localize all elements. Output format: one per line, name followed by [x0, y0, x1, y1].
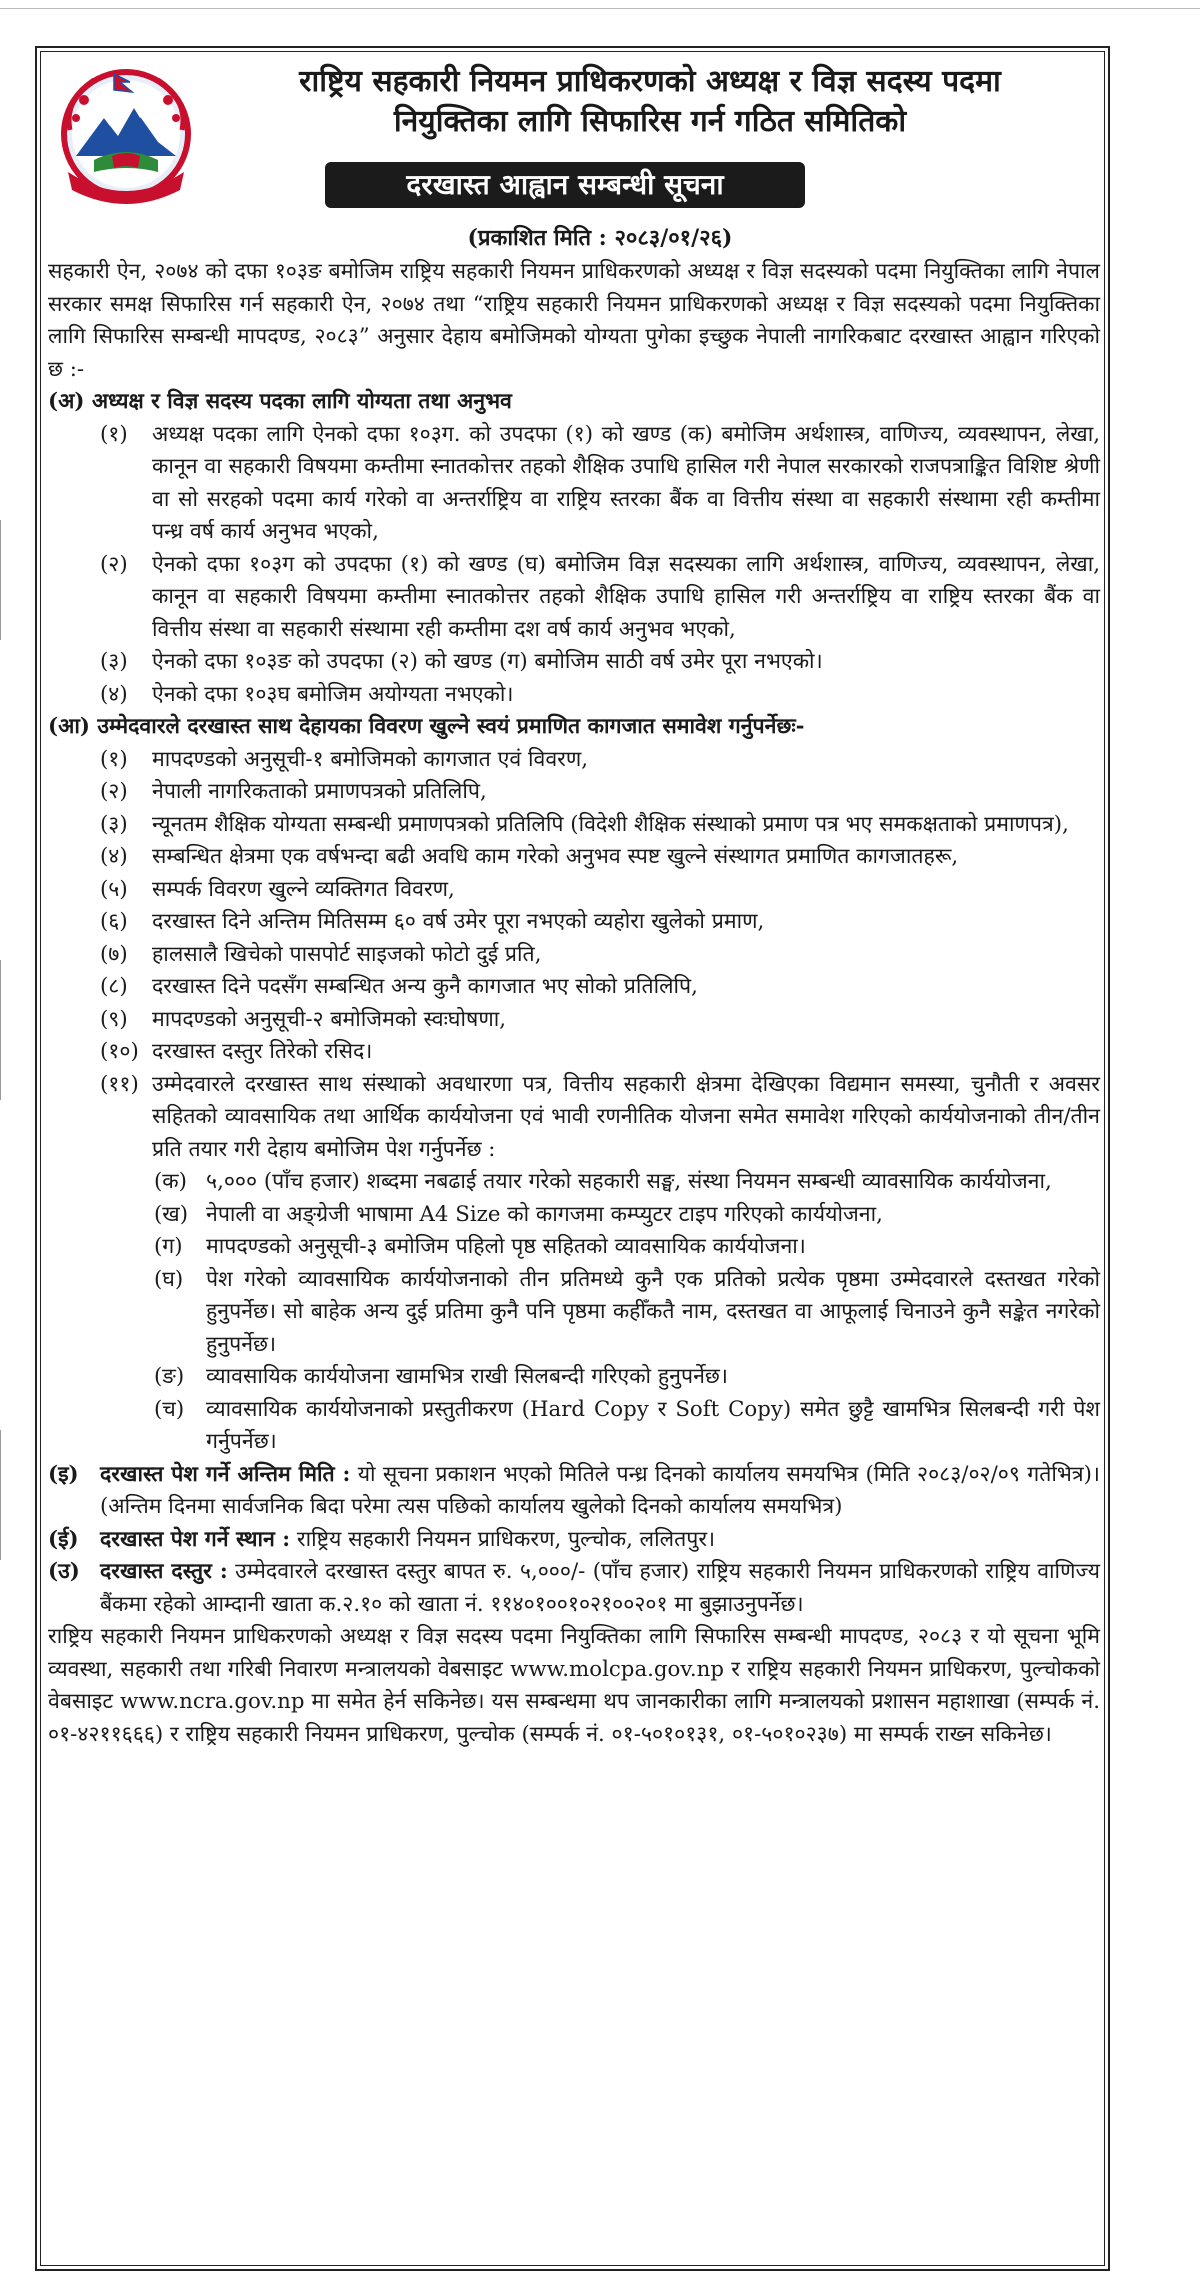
section-ii — [48, 1524, 1100, 1557]
item-number: (ग) — [154, 1234, 183, 1259]
section-aa-sublist — [48, 1166, 1100, 1459]
list-item — [48, 809, 1100, 842]
item-text: दरखास्त दिने पदसँग सम्बन्धित अन्य कुनै कागजात भए सोको प्रतिलिपि, — [152, 974, 698, 999]
item-number: (८) — [100, 974, 128, 999]
item-text: मापदण्डको अनुसूची-३ बमोजिम पहिलो पृष्ठ सहितको व्यावसायिक कार्ययोजना। — [206, 1234, 806, 1259]
list-item — [48, 841, 1100, 874]
section-i-text: यो सूचना प्रकाशन भएको मितिले पन्ध्र दिनको कार्यालय समयभित्र (मिति २०८३/०२/०९ गतेभित्र)। (अन्तिम दिनमा सार्वजनिक बिदा परेमा त्यस पछिको कार्यालय खुलेको दिनको कार्यालय समयभित्र) — [100, 1461, 1100, 1519]
item-text: नेपाली वा अङ्ग्रेजी भाषामा A4 Size को कागजमा कम्प्युटर टाइप गरिएको कार्ययोजना, — [206, 1201, 883, 1227]
item-text: अध्यक्ष पदका लागि ऐनको दफा १०३ग. को उपदफा (१) को खण्ड (क) बमोजिम अर्थशास्त्र, वाणिज्य, व्यवस्थापन, लेखा, कानून वा सहकारी विषयमा कम्तीमा स्नातकोत्तर तहको शैक्षिक उपाधि हासिल गरी नेपाल सरकारको राजपत्राङ्कित विशिष्ट श्रेणी वा सो सरहको पदमा कार्य गरेको वा अन्तर्राष्ट्रिय वा राष्ट्रिय स्तरका बैंक वा वित्तीय संस्था वा सहकारी संस्थामा रही कम्तीमा पन्ध्र वर्ष कार्य अनुभव भएको, — [152, 421, 1100, 544]
list-item — [48, 1231, 1100, 1264]
item-text: दरखास्त दस्तुर तिरेको रसिद। — [152, 1039, 373, 1064]
list-item — [48, 679, 1100, 712]
section-ii-text: राष्ट्रिय सहकारी नियमन प्राधिकरण, पुल्चोक, ललितपुर। — [290, 1526, 716, 1552]
section-u-label: दरखास्त दस्तुर : — [100, 1559, 228, 1584]
item-number: (च) — [154, 1396, 185, 1422]
item-number: (१०) — [100, 1039, 139, 1064]
item-number: (घ) — [154, 1266, 184, 1292]
list-item — [48, 939, 1100, 972]
list-item — [48, 1166, 1100, 1199]
item-text: ऐनको दफा १०३घ बमोजिम अयोग्यता नभएको। — [152, 681, 514, 707]
section-i — [48, 1459, 1100, 1524]
item-number: (१) — [100, 746, 128, 772]
section-u-text: उम्मेदवारले दरखास्त दस्तुर बापत रु. ५,०००/- (पाँच हजार) राष्ट्रिय सहकारी नियमन प्राधिकरणको राष्ट्रिय वाणिज्य बैंकमा रहेको आम्दानी खाता क.२.१० को खाता नं. ११४०१००१०२१००२०१ मा बुझाउनुपर्नेछ। — [100, 1559, 1100, 1617]
item-text: हालसालै खिचेको पासपोर्ट साइजको फोटो दुई प्रति, — [152, 941, 542, 967]
item-text: मापदण्डको अनुसूची-१ बमोजिमको कागजात एवं विवरण, — [152, 746, 589, 772]
item-text: दरखास्त दिने अन्तिम मितिसम्म ६० वर्ष उमेर पूरा नभएको व्यहोरा खुलेको प्रमाण, — [152, 909, 765, 934]
section-aa-heading: (आ) उम्मेदवारले दरखास्त साथ देहायका विवरण खुल्ने स्वयं प्रमाणित कागजात समावेश गर्नुपर्नेछः- — [48, 714, 805, 739]
item-number: (४) — [100, 844, 128, 869]
list-item — [48, 1264, 1100, 1362]
item-text: सम्बन्धित क्षेत्रमा एक वर्षभन्दा बढी अवधि काम गरेको अनुभव स्पष्ट खुल्ने संस्थागत प्रमाणित कागजातहरू, — [152, 844, 959, 869]
title-line-1: राष्ट्रिय सहकारी नियमन प्राधिकरणको अध्यक्ष र विज्ञ सदस्य पदमा — [299, 64, 1001, 99]
section-a-list — [48, 419, 1100, 712]
list-item — [48, 744, 1100, 777]
list-item — [48, 874, 1100, 907]
item-number: (३) — [100, 649, 128, 674]
item-text: ऐनको दफा १०३ङ को उपदफा (२) को खण्ड (ग) बमोजिम साठी वर्ष उमेर पूरा नभएको। — [152, 649, 823, 674]
top-edge — [0, 0, 1200, 9]
notice-banner: दरखास्त आह्वान सम्बन्धी सूचना — [325, 162, 805, 208]
section-a-heading: (अ) अध्यक्ष र विज्ञ सदस्य पदका लागि योग्यता तथा अनुभव — [48, 389, 512, 414]
notice-body — [48, 256, 1100, 1751]
section-aa-list — [48, 744, 1100, 1167]
item-number: (३) — [100, 811, 128, 837]
list-item — [48, 646, 1100, 679]
page-edge-mark — [0, 960, 9, 1100]
item-text: मापदण्डको अनुसूची-२ बमोजिमको स्वःघोषणा, — [152, 1006, 507, 1032]
page-edge-mark — [0, 520, 9, 640]
list-item — [48, 1199, 1100, 1232]
item-text: उम्मेदवारले दरखास्त साथ संस्थाको अवधारणा पत्र, वित्तीय सहकारी क्षेत्रमा देखिएका विद्यमान समस्या, चुनौती र अवसर सहितको व्यावसायिक तथा आर्थिक कार्ययोजना एवं भावी रणनीतिक योजना समेत समावेश गरिएको कार्ययोजनाको तीन/तीन प्रति तयार गरी देहाय बमोजिम पेश गर्नुपर्नेछ : — [152, 1071, 1100, 1162]
item-number: (२) — [100, 551, 128, 577]
intro-paragraph: सहकारी ऐन, २०७४ को दफा १०३ङ बमोजिम राष्ट्रिय सहकारी नियमन प्राधिकरणको अध्यक्ष र विज्ञ सदस्यको पदमा नियुक्तिका लागि नेपाल सरकार समक्ष सिफारिस गर्न सहकारी ऐन, २०७४ तथा “राष्ट्रिय सहकारी नियमन प्राधिकरणको अध्यक्ष र विज्ञ सदस्यको पदमा नियुक्तिका लागि सिफारिस सम्बन्धी मापदण्ड, २०८३” अनुसार देहाय बमोजिमको योग्यता पुगेका इच्छुक नेपाली नागरिकबाट दरखास्त आह्वान गरिएको छ :- — [48, 259, 1100, 382]
list-item — [48, 1394, 1100, 1459]
section-u — [48, 1556, 1100, 1621]
list-item — [48, 1361, 1100, 1394]
section-i-label: दरखास्त पेश गर्ने अन्तिम मिति : — [100, 1461, 351, 1487]
item-text: नेपाली नागरिकताको प्रमाणपत्रको प्रतिलिपि, — [152, 779, 487, 804]
item-number: (६) — [100, 909, 128, 934]
section-ii-number: (ई) — [48, 1526, 79, 1552]
item-number: (५) — [100, 876, 128, 902]
item-text: न्यूनतम शैक्षिक योग्यता सम्बन्धी प्रमाणपत्रको प्रतिलिपि (विदेशी शैक्षिक संस्थाको प्रमाण पत्र भए समकक्षताको प्रमाणपत्र), — [152, 811, 1069, 837]
list-item — [48, 419, 1100, 549]
item-number: (क) — [154, 1169, 187, 1194]
item-number: (७) — [100, 941, 128, 967]
item-number: (१) — [100, 421, 128, 447]
item-number: (ख) — [154, 1201, 189, 1227]
page-edge-mark — [0, 1430, 9, 1560]
item-text: ऐनको दफा १०३ग को उपदफा (१) को खण्ड (घ) बमोजिम विज्ञ सदस्यका लागि अर्थशास्त्र, वाणिज्य, व्यवस्थापन, लेखा, कानून वा सहकारी विषयमा कम्तीमा स्नातकोत्तर तहको शैक्षिक उपाधि हासिल गरी अन्तर्राष्ट्रिय वा राष्ट्रिय स्तरका बैंक वा वित्तीय संस्था वा सहकारी संस्थामा रही कम्तीमा दश वर्ष कार्य अनुभव भएको, — [152, 551, 1100, 642]
list-item — [48, 1004, 1100, 1037]
item-text: सम्पर्क विवरण खुल्ने व्यक्तिगत विवरण, — [152, 876, 455, 902]
item-number: (९) — [100, 1006, 128, 1032]
list-item — [48, 1036, 1100, 1069]
list-item — [48, 906, 1100, 939]
item-number: (२) — [100, 779, 128, 804]
notice-title — [215, 62, 1085, 142]
publication-date: (प्रकाशित मिति : २०८३/०१/२६) — [467, 225, 733, 251]
closing-paragraph: राष्ट्रिय सहकारी नियमन प्राधिकरणको अध्यक्ष र विज्ञ सदस्य पदमा नियुक्तिका लागि सिफारिस सम्बन्धी मापदण्ड, २०८३ र यो सूचना भूमि व्यवस्था, सहकारी तथा गरिबी निवारण मन्त्रालयको वेबसाइट www.molcpa.gov.np र राष्ट्रिय सहकारी नियमन प्राधिकरण, पुल्चोकको वेबसाइट www.ncra.gov.np मा समेत हेर्न सकिनेछ। यस सम्बन्धमा थप जानकारीका लागि मन्त्रालयको प्रशासन महाशाखा (सम्पर्क नं. ०१-४२११६६६) र राष्ट्रिय सहकारी नियमन प्राधिकरण, पुल्चोक (सम्पर्क नं. ०१-५०१०१३१, ०१-५०१०२३७) मा सम्पर्क राख्न सकिनेछ। — [48, 1624, 1100, 1747]
item-text: व्यावसायिक कार्ययोजना खामभित्र राखी सिलबन्दी गरिएको हुनुपर्नेछ। — [206, 1364, 728, 1389]
item-text: ५,००० (पाँच हजार) शब्दमा नबढाई तयार गरेको सहकारी सङ्घ, संस्था नियमन सम्बन्धी व्यावसायिक कार्ययोजना, — [206, 1169, 1052, 1194]
section-i-number: (इ) — [48, 1461, 79, 1487]
nepal-emblem-icon — [54, 60, 199, 205]
list-item — [48, 776, 1100, 809]
item-text: पेश गरेको व्यावसायिक कार्ययोजनाको तीन प्रतिमध्ये कुनै एक प्रतिको प्रत्येक पृष्ठमा उम्मेदवारले दस्तखत गरेको हुनुपर्नेछ। सो बाहेक अन्य दुई प्रतिमा कुनै पनि पृष्ठमा कहीँकतै नाम, दस्तखत वा आफूलाई चिनाउने कुनै सङ्केत नगरेको हुनुपर्नेछ। — [206, 1266, 1100, 1357]
section-u-number: (उ) — [48, 1559, 80, 1584]
section-ii-label: दरखास्त पेश गर्ने स्थान : — [100, 1526, 291, 1552]
list-item — [48, 971, 1100, 1004]
item-number: (११) — [100, 1071, 139, 1097]
list-item — [48, 1069, 1100, 1167]
item-number: (ङ) — [154, 1364, 185, 1389]
title-line-2: नियुक्तिका लागि सिफारिस गर्न गठित समितिको — [393, 104, 907, 139]
item-number: (४) — [100, 681, 128, 707]
list-item — [48, 549, 1100, 647]
item-text: व्यावसायिक कार्ययोजनाको प्रस्तुतीकरण (Hard Copy र Soft Copy) समेत छुट्टै खामभित्र सिलबन्दी गरी पेश गर्नुपर्नेछ। — [206, 1396, 1100, 1454]
